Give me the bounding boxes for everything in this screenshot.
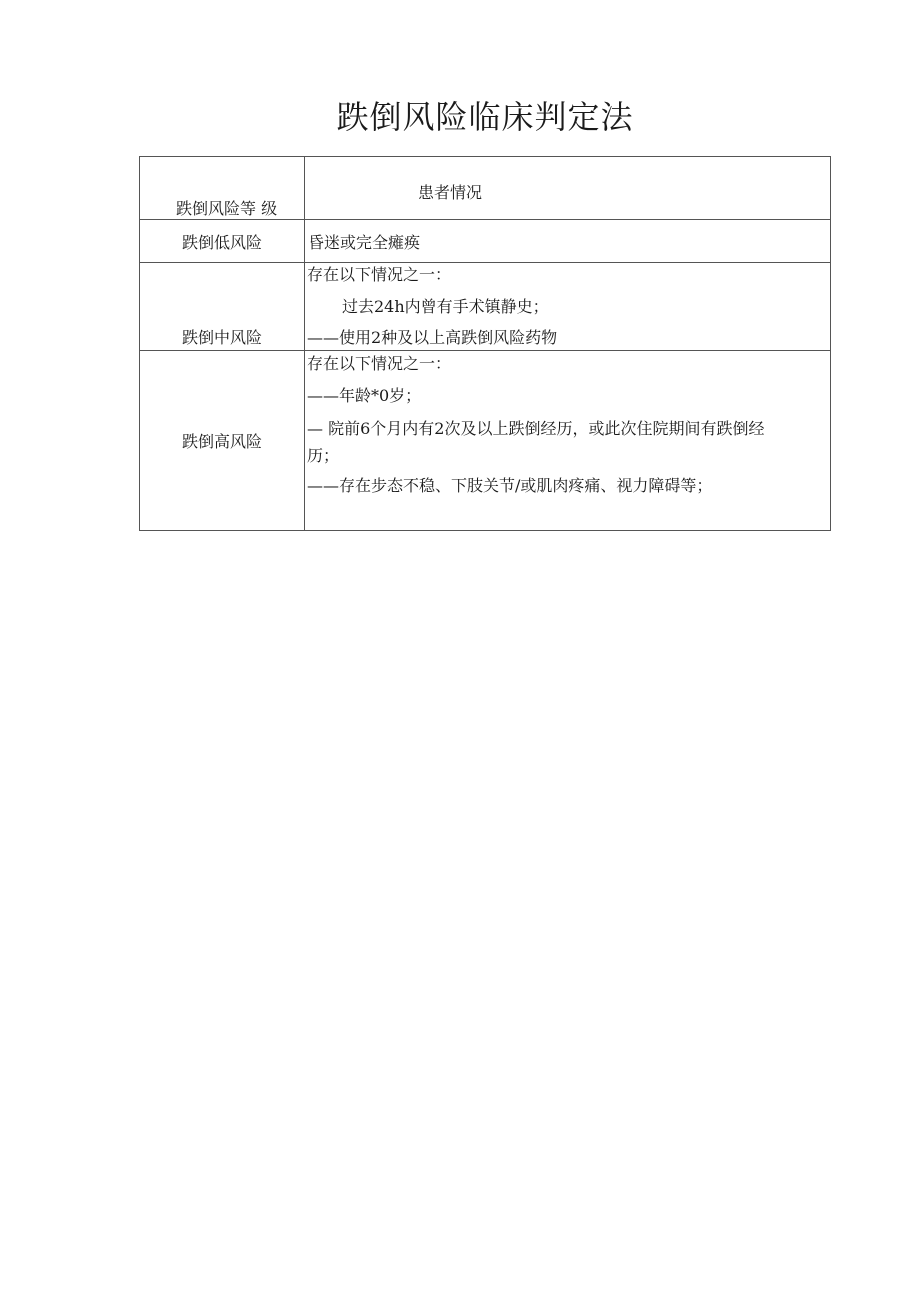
header-cell-condition bbox=[305, 157, 831, 220]
table-row-low-risk bbox=[140, 220, 831, 263]
risk-level-cell bbox=[140, 220, 305, 263]
condition-cell bbox=[305, 351, 831, 531]
header-level-label: 跌倒风险等 级 bbox=[176, 199, 278, 218]
condition-line: 历； bbox=[307, 446, 340, 465]
risk-level-cell bbox=[140, 263, 305, 351]
condition-line: 昏迷或完全瘫痪 bbox=[308, 232, 421, 252]
table-row-high-risk bbox=[140, 351, 831, 531]
risk-level-label: 跌倒高风险 bbox=[181, 432, 262, 451]
document-title: 跌倒风险临床判定法 bbox=[336, 98, 634, 136]
risk-level-label: 跌倒中风险 bbox=[181, 328, 262, 347]
table-row-medium-risk bbox=[140, 263, 831, 351]
condition-line: 过去24h内曾有手术镇静史； bbox=[342, 297, 549, 316]
condition-line: — 院前6个月内有2次及以上跌倒经历，或此次住院期间有跌倒经 bbox=[307, 419, 765, 438]
header-cell-level bbox=[140, 157, 305, 220]
risk-level-cell bbox=[140, 351, 305, 531]
condition-line: 存在以下情况之一： bbox=[307, 354, 452, 373]
fall-risk-table bbox=[139, 156, 831, 531]
condition-line: ——存在步态不稳、下肢关节/或肌肉疼痛、视力障碍等； bbox=[307, 476, 713, 495]
condition-line: ——使用2种及以上高跌倒风险药物 bbox=[307, 328, 558, 347]
condition-line: ——年龄*0岁； bbox=[307, 386, 422, 405]
table-header-row bbox=[140, 157, 831, 220]
condition-line: 存在以下情况之一： bbox=[307, 265, 452, 284]
condition-cell bbox=[305, 220, 831, 263]
condition-cell bbox=[305, 263, 831, 351]
risk-level-label: 跌倒低风险 bbox=[181, 232, 262, 252]
header-condition-label: 患者情况 bbox=[418, 183, 483, 202]
